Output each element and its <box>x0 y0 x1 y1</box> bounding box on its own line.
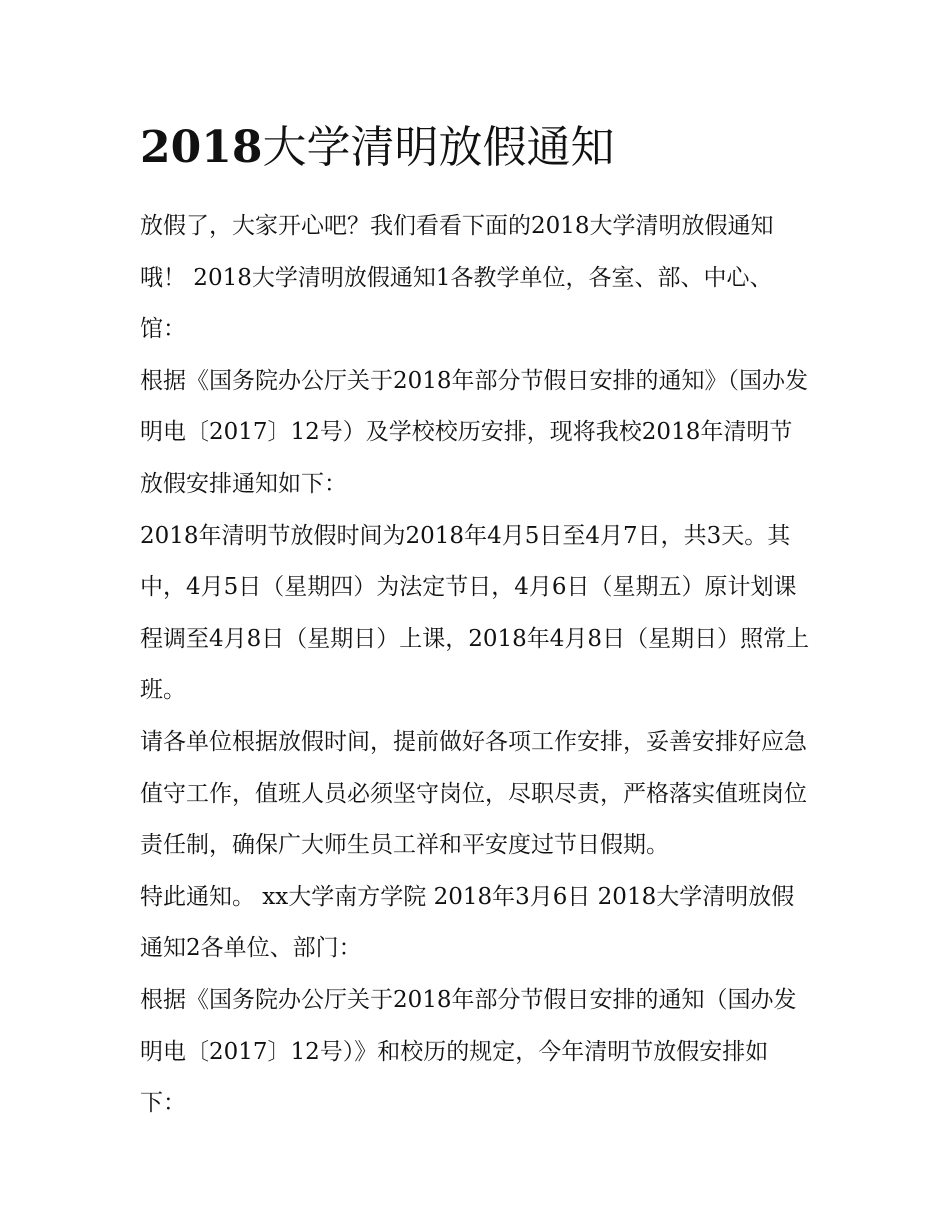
paragraph-second-notice: 根据《国务院办公厅关于2018年部分节假日安排的通知（国办发明电〔2017〕12号）》和校历的规定，今年清明节放假安排如下： <box>140 986 797 1117</box>
title-number: 2018 <box>140 122 263 173</box>
document-title <box>140 118 812 178</box>
paragraph-schedule: 2018年清明节放假时间为2018年4月5日至4月7日，共3天。其中，4月5日（星期四）为法定节日，4月6日（星期五）原计划课程调至4月8日（星期日）上课，2018年4月8日（星期日）照常上班。 <box>140 522 810 704</box>
title-text: 大学清明放假通知 <box>262 122 615 173</box>
paragraph-intro: 放假了，大家开心吧？我们看看下面的2018大学清明放假通知哦！ 2018大学清明放假通知1各教学单位，各室、部、中心、馆： <box>140 213 774 343</box>
paragraph-basis: 根据《国务院办公厅关于2018年部分节假日安排的通知》（国办发明电〔2017〕12号）及学校校历安排，现将我校2018年清明节放假安排通知如下： <box>140 367 809 497</box>
document-body <box>140 118 812 1130</box>
paragraph-signature: 特此通知。 xx大学南方学院 2018年3月6日 2018大学清明放假通知2各单位、部门： <box>140 883 795 962</box>
paragraph-arrangements: 请各单位根据放假时间，提前做好各项工作安排，妥善安排好应急值守工作，值班人员必须坚守岗位，尽职尽责，严格落实值班岗位责任制，确保广大师生员工祥和平安度过节日假期。 <box>140 728 807 859</box>
